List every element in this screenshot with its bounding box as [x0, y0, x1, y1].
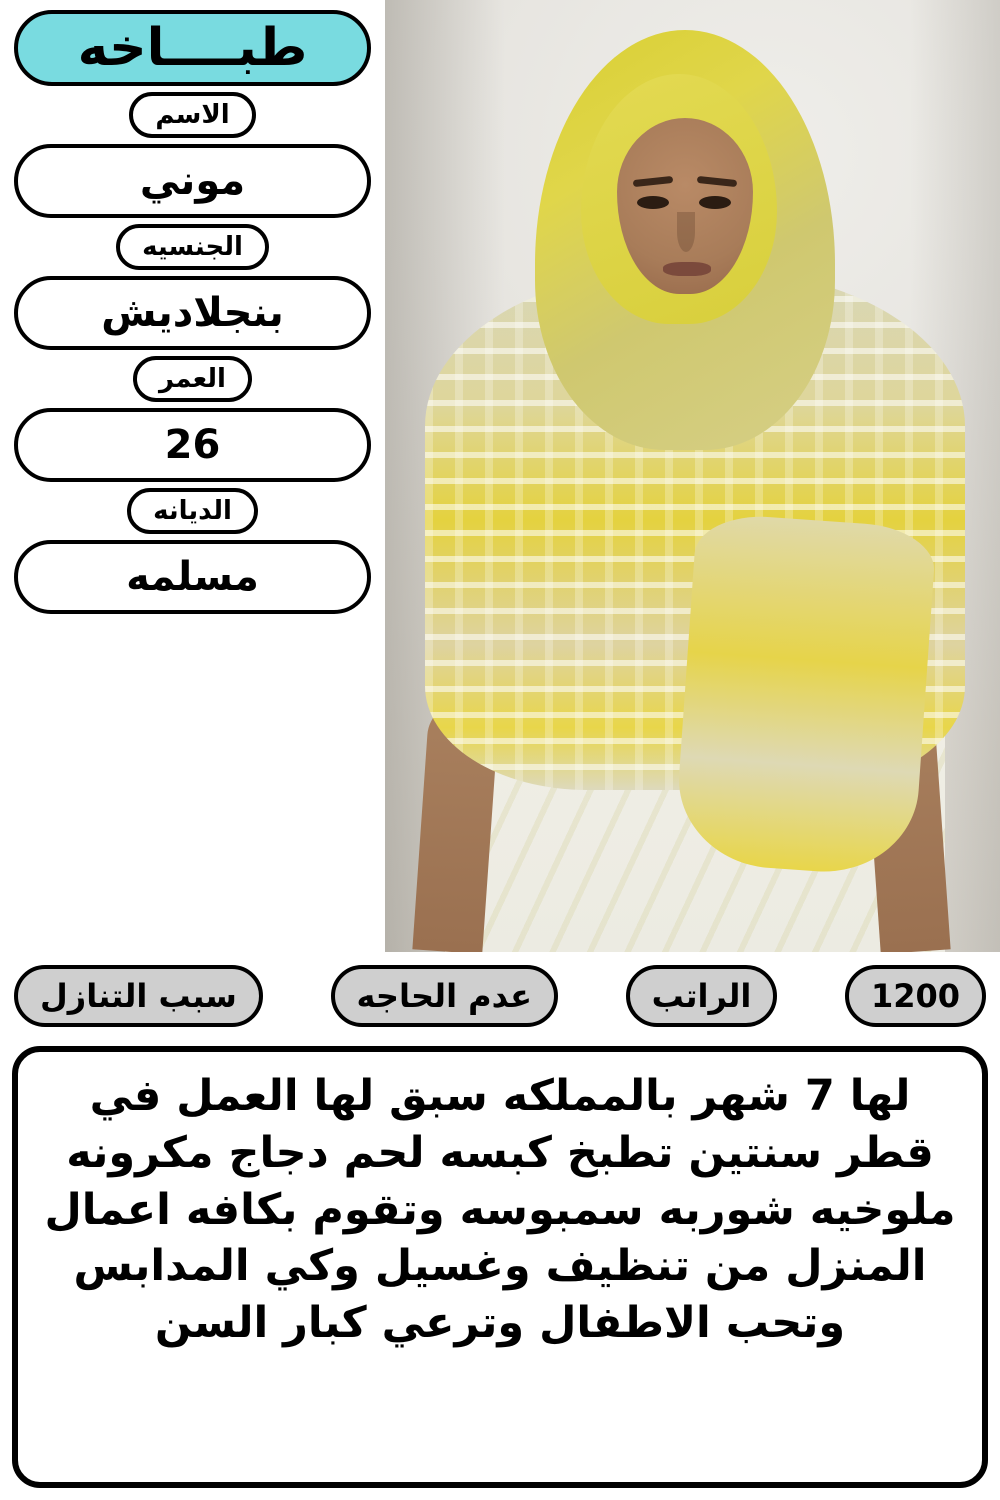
field-label-name: الاسم [129, 92, 255, 138]
card-title: طبــــاخه [14, 10, 371, 86]
field-label-age: العمر [133, 356, 252, 402]
salary-value-pill: 1200 [845, 965, 986, 1027]
portrait-photo [385, 0, 1000, 952]
eye-left-shape [637, 196, 669, 209]
field-value-religion: مسلمه [14, 540, 371, 614]
summary-strip [0, 952, 1000, 1040]
reason-value-pill: عدم الحاجه [331, 965, 558, 1027]
mouth-shape [663, 262, 711, 276]
field-label-nationality: الجنسيه [116, 224, 269, 270]
field-value-nationality: بنجلاديش [14, 276, 371, 350]
field-value-age: 26 [14, 408, 371, 482]
reason-label-pill: سبب التنازل [14, 965, 263, 1027]
nose-shape [677, 212, 695, 252]
photo-background [385, 0, 1000, 952]
field-label-religion: الديانه [127, 488, 258, 534]
notes-box: لها 7 شهر بالمملكه سبق لها العمل في قطر سنتين تطبخ كبسه لحم دجاج مكرونه ملوخيه شوربه سمبوسه وتقوم بكافه اعمال المنزل من تنظيف وغسيل وكي المدابس وتحب الاطفال وترعي كبار السن [12, 1046, 988, 1488]
field-value-name: موني [14, 144, 371, 218]
eye-right-shape [699, 196, 731, 209]
salary-label-pill: الراتب [626, 965, 778, 1027]
shawl-tail-shape [673, 512, 937, 878]
info-column [0, 0, 385, 952]
